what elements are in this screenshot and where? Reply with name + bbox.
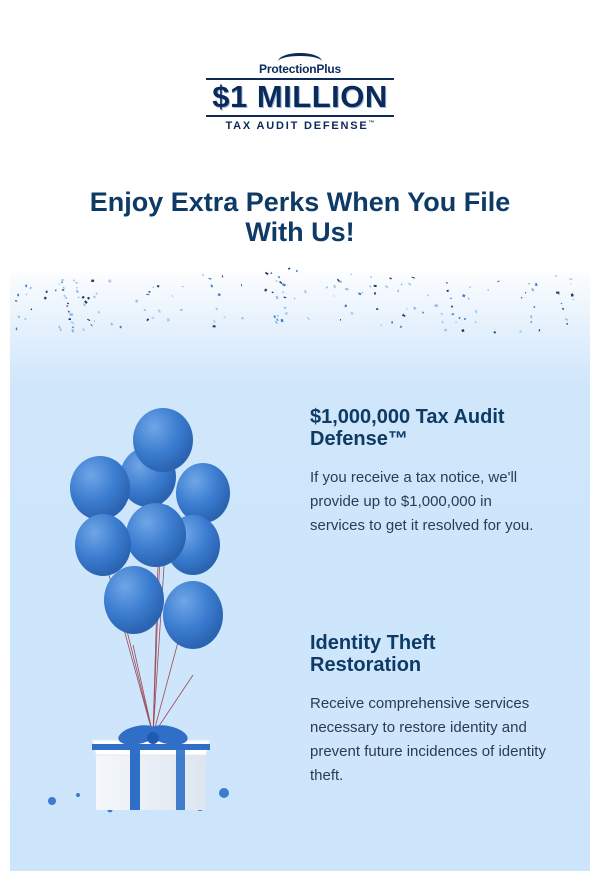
confetti-piece bbox=[566, 323, 568, 325]
confetti-piece bbox=[497, 280, 500, 282]
confetti-piece bbox=[345, 288, 349, 291]
confetti-piece bbox=[556, 292, 559, 294]
confetti-piece bbox=[494, 331, 496, 333]
confetti-dot bbox=[219, 788, 229, 798]
confetti-piece bbox=[61, 279, 64, 282]
logo-rule-bottom bbox=[206, 115, 394, 117]
confetti-piece bbox=[525, 292, 527, 294]
confetti-piece bbox=[413, 307, 416, 310]
confetti-piece bbox=[276, 318, 278, 321]
confetti-piece bbox=[16, 328, 18, 331]
confetti-piece bbox=[440, 313, 443, 315]
confetti-piece bbox=[280, 319, 283, 322]
confetti-piece bbox=[565, 318, 568, 321]
confetti-piece bbox=[213, 325, 216, 327]
confetti-piece bbox=[73, 279, 76, 281]
balloon-icon bbox=[133, 408, 193, 472]
confetti-piece bbox=[61, 281, 63, 283]
confetti-piece bbox=[561, 303, 563, 305]
confetti-piece bbox=[427, 294, 429, 296]
confetti-piece bbox=[223, 316, 226, 318]
balloon-icon bbox=[75, 514, 131, 576]
confetti-piece bbox=[148, 291, 150, 293]
confetti-piece bbox=[570, 283, 571, 284]
confetti-piece bbox=[210, 284, 213, 287]
confetti-piece bbox=[555, 275, 557, 277]
confetti-piece bbox=[152, 286, 154, 288]
confetti-piece bbox=[475, 321, 477, 323]
confetti-piece bbox=[72, 326, 74, 328]
confetti-piece bbox=[533, 306, 535, 308]
perks-panel bbox=[10, 265, 590, 871]
confetti-piece bbox=[376, 308, 378, 310]
confetti-piece bbox=[171, 295, 173, 297]
balloon-icon bbox=[104, 566, 164, 634]
confetti-piece bbox=[31, 309, 33, 311]
confetti-piece bbox=[78, 297, 80, 299]
confetti-piece bbox=[158, 309, 161, 313]
confetti-piece bbox=[374, 292, 376, 295]
confetti-piece bbox=[44, 297, 47, 300]
logo-subtitle bbox=[0, 120, 600, 132]
logo-amount: $1 MILLION bbox=[212, 79, 388, 114]
confetti-piece bbox=[84, 300, 88, 304]
confetti-piece bbox=[152, 317, 155, 319]
confetti-piece bbox=[350, 273, 352, 275]
confetti-piece bbox=[15, 300, 17, 301]
confetti-piece bbox=[294, 298, 296, 300]
confetti-piece bbox=[370, 276, 372, 278]
confetti-piece bbox=[422, 312, 424, 314]
confetti-piece bbox=[468, 298, 470, 300]
confetti-piece bbox=[58, 283, 60, 284]
confetti-piece bbox=[215, 307, 218, 310]
confetti-piece bbox=[264, 288, 267, 291]
confetti-piece bbox=[97, 311, 100, 314]
confetti-piece bbox=[46, 291, 48, 293]
confetti-piece bbox=[569, 278, 572, 280]
page-headline: Enjoy Extra Perks When You File With Us! bbox=[89, 187, 511, 247]
confetti-piece bbox=[68, 310, 71, 313]
confetti-piece bbox=[63, 287, 66, 290]
balloon-icon bbox=[126, 503, 186, 567]
confetti-piece bbox=[76, 290, 79, 293]
confetti-piece bbox=[282, 291, 284, 293]
balloon-icon bbox=[176, 463, 230, 523]
confetti-piece bbox=[369, 285, 371, 287]
confetti-piece bbox=[441, 321, 444, 324]
confetti-piece bbox=[530, 321, 532, 323]
confetti-piece bbox=[344, 304, 347, 307]
confetti-piece bbox=[475, 310, 477, 314]
confetti-piece bbox=[157, 285, 160, 288]
confetti-piece bbox=[62, 289, 64, 290]
confetti-decoration bbox=[10, 265, 590, 345]
confetti-piece bbox=[202, 274, 204, 276]
confetti-piece bbox=[76, 287, 77, 288]
confetti-piece bbox=[93, 295, 96, 298]
confetti-piece bbox=[82, 296, 85, 299]
confetti-piece bbox=[434, 304, 438, 307]
confetti-dot bbox=[48, 797, 56, 805]
feature-body: Receive comprehensive services necessary to restore identity and prevent future incidences of identity theft. bbox=[310, 695, 546, 784]
confetti-piece bbox=[530, 315, 533, 319]
balloon-icon bbox=[70, 456, 130, 520]
confetti-piece bbox=[55, 289, 57, 291]
confetti-piece bbox=[82, 328, 85, 331]
confetti-piece bbox=[83, 303, 86, 306]
confetti-piece bbox=[333, 295, 334, 296]
confetti-piece bbox=[469, 286, 472, 288]
confetti-piece bbox=[531, 288, 535, 292]
confetti-piece bbox=[285, 312, 288, 315]
confetti-piece bbox=[108, 279, 112, 283]
logo-subtitle-text: TAX AUDIT DEFENSE bbox=[225, 120, 369, 132]
confetti-piece bbox=[446, 282, 448, 284]
confetti-piece bbox=[241, 317, 244, 319]
confetti-piece bbox=[60, 328, 62, 331]
confetti-piece bbox=[521, 297, 523, 299]
confetti-piece bbox=[406, 308, 407, 310]
confetti-piece bbox=[519, 330, 522, 333]
confetti-piece bbox=[265, 272, 269, 275]
confetti-piece bbox=[95, 292, 97, 295]
confetti-piece bbox=[350, 312, 353, 315]
confetti-dot bbox=[76, 793, 80, 797]
confetti-piece bbox=[146, 294, 149, 295]
confetti-piece bbox=[461, 329, 464, 332]
confetti-piece bbox=[539, 329, 541, 331]
confetti-piece bbox=[389, 278, 391, 280]
confetti-piece bbox=[120, 326, 122, 328]
confetti-piece bbox=[340, 319, 341, 321]
confetti-piece bbox=[273, 315, 275, 318]
confetti-piece bbox=[69, 318, 71, 320]
confetti-piece bbox=[29, 287, 31, 290]
confetti-piece bbox=[279, 281, 282, 284]
confetti-piece bbox=[412, 277, 415, 279]
confetti-piece bbox=[408, 283, 412, 286]
confetti-piece bbox=[455, 321, 457, 323]
balloons-gift-illustration bbox=[38, 405, 238, 815]
confetti-piece bbox=[182, 286, 184, 288]
confetti-piece bbox=[25, 285, 27, 288]
confetti-piece bbox=[146, 318, 149, 321]
confetti-piece bbox=[272, 292, 274, 294]
logo-trademark: ™ bbox=[368, 120, 375, 127]
confetti-piece bbox=[180, 309, 183, 311]
confetti-piece bbox=[283, 297, 286, 299]
confetti-piece bbox=[65, 297, 67, 299]
confetti-piece bbox=[451, 305, 453, 307]
feature-title: $1,000,000 Tax Audit Defense™ bbox=[310, 406, 505, 450]
confetti-piece bbox=[94, 320, 95, 322]
confetti-piece bbox=[208, 278, 211, 280]
confetti-piece bbox=[450, 298, 452, 300]
confetti-piece bbox=[167, 318, 170, 322]
confetti-piece bbox=[241, 284, 242, 287]
confetti-piece bbox=[307, 317, 310, 320]
confetti-piece bbox=[25, 293, 27, 295]
confetti-piece bbox=[391, 321, 393, 323]
confetti-piece bbox=[90, 324, 92, 327]
confetti-piece bbox=[87, 297, 90, 300]
gift-box-icon bbox=[92, 722, 210, 810]
confetti-piece bbox=[452, 313, 455, 315]
confetti-piece bbox=[278, 276, 281, 279]
confetti-piece bbox=[400, 326, 402, 329]
confetti-piece bbox=[17, 294, 19, 297]
confetti-piece bbox=[374, 285, 377, 287]
confetti-piece bbox=[528, 283, 530, 284]
confetti-piece bbox=[213, 320, 215, 323]
confetti-piece bbox=[358, 292, 361, 295]
confetti-piece bbox=[71, 321, 75, 324]
confetti-piece bbox=[69, 313, 73, 316]
confetti-piece bbox=[397, 290, 399, 293]
confetti-piece bbox=[282, 283, 286, 286]
confetti-piece bbox=[385, 285, 389, 288]
confetti-piece bbox=[18, 316, 20, 318]
confetti-piece bbox=[66, 305, 68, 307]
feature-identity-theft bbox=[310, 632, 550, 788]
confetti-piece bbox=[462, 294, 465, 297]
feature-body: If you receive a tax notice, we'll provide up to $1,000,000 in services to get it resolved for you. bbox=[310, 469, 534, 534]
confetti-piece bbox=[444, 329, 446, 332]
confetti-piece bbox=[218, 293, 221, 296]
confetti-piece bbox=[458, 317, 460, 320]
confetti-piece bbox=[58, 326, 60, 329]
confetti-piece bbox=[464, 318, 466, 320]
confetti-piece bbox=[275, 280, 277, 282]
feature-title: Identity Theft Restoration bbox=[310, 632, 436, 676]
confetti-piece bbox=[571, 293, 574, 296]
confetti-piece bbox=[284, 307, 287, 309]
confetti-piece bbox=[535, 283, 537, 286]
confetti-piece bbox=[275, 296, 278, 300]
confetti-piece bbox=[333, 285, 336, 289]
confetti-piece bbox=[275, 320, 278, 324]
confetti-piece bbox=[380, 324, 382, 326]
confetti-piece bbox=[63, 295, 65, 297]
confetti-piece bbox=[24, 318, 26, 320]
confetti-piece bbox=[67, 303, 69, 305]
confetti-piece bbox=[71, 329, 74, 333]
balloon-icon bbox=[163, 581, 223, 649]
confetti-piece bbox=[401, 284, 403, 286]
confetti-piece bbox=[222, 275, 224, 277]
confetti-piece bbox=[270, 272, 272, 274]
feature-audit-defense bbox=[310, 406, 550, 538]
confetti-piece bbox=[91, 280, 94, 282]
logo-brand-name: ProtectionPlus bbox=[259, 62, 341, 76]
confetti-piece bbox=[487, 289, 489, 291]
confetti-piece bbox=[326, 286, 328, 289]
confetti-piece bbox=[143, 309, 146, 312]
confetti-piece bbox=[87, 319, 90, 321]
confetti-piece bbox=[362, 292, 363, 293]
balloons bbox=[70, 408, 230, 649]
confetti-piece bbox=[110, 323, 113, 326]
confetti-piece bbox=[572, 299, 575, 301]
confetti-piece bbox=[75, 282, 78, 284]
confetti-piece bbox=[304, 290, 307, 294]
confetti-piece bbox=[277, 315, 279, 317]
confetti-piece bbox=[562, 308, 564, 310]
confetti-piece bbox=[296, 270, 298, 272]
confetti-piece bbox=[446, 290, 449, 292]
confetti-piece bbox=[136, 300, 138, 303]
confetti-piece bbox=[288, 268, 291, 270]
